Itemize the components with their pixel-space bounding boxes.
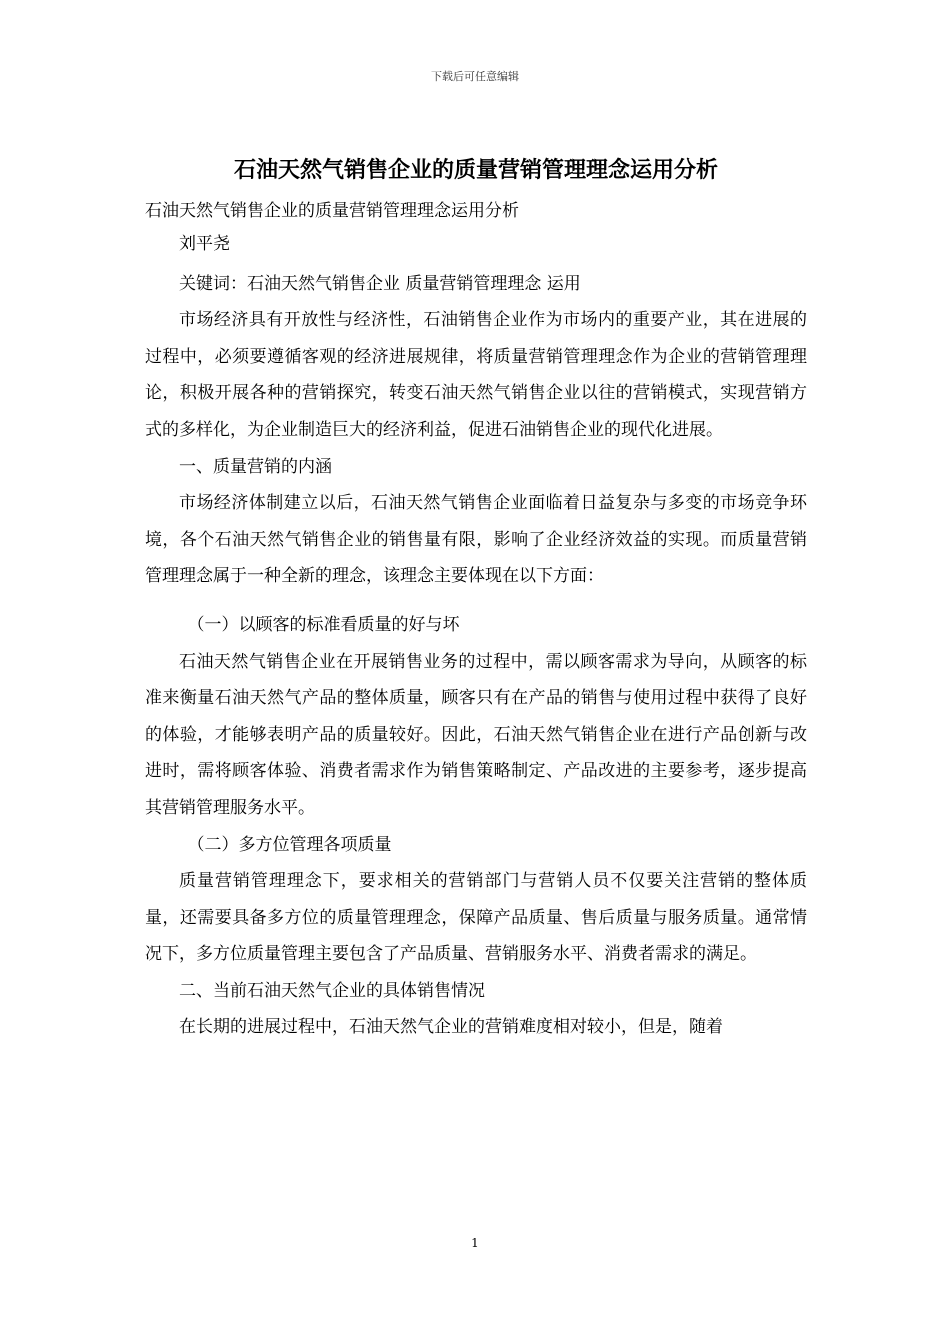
paragraph: 石油天然气销售企业在开展销售业务的过程中，需以顾客需求为导向，从顾客的标准来衡量石油天然气产品的整体质量，顾客只有在产品的销售与使用过程中获得了良好的体验，才能够表明产品的质量较好。因此，石油天然气销售企业在进行产品创新与改进时，需将顾客体验、消费者需求作为销售策略制定、产品改进的主要参考，逐步提高其营销管理服务水平。: [145, 651, 807, 818]
section-heading: 二、当前石油天然气企业的具体销售情况: [179, 980, 485, 1001]
page-number: 1: [471, 1236, 479, 1250]
page-header-note: 下载后可任意编辑: [431, 70, 519, 83]
keywords: 关键词：石油天然气销售企业 质量营销管理理念 运用: [179, 273, 581, 294]
author: 刘平尧: [179, 234, 230, 254]
document-body: [145, 150, 807, 1046]
document-subtitle: 石油天然气销售企业的质量营销管理理念运用分析: [145, 201, 519, 221]
paragraph: 在长期的进展过程中，石油天然气企业的营销难度相对较小，但是，随着: [179, 1017, 723, 1038]
paragraph: 质量营销管理理念下，要求相关的营销部门与营销人员不仅要关注营销的整体质量，还需要具备多方位的质量管理理念，保障产品质量、售后质量与服务质量。通常情况下，多方位质量管理主要包含了产品质量、营销服务水平、消费者需求的满足。: [145, 871, 807, 965]
subsection-heading: （一）以顾客的标准看质量的好与坏: [187, 614, 460, 635]
section-heading: 一、质量营销的内涵: [179, 456, 332, 477]
subsection-heading: （二）多方位管理各项质量: [187, 834, 392, 855]
paragraph: 市场经济体制建立以后，石油天然气销售企业面临着日益复杂与多变的市场竞争环境，各个石油天然气销售企业的销售量有限，影响了企业经济效益的实现。而质量营销管理理念属于一种全新的理念，该理念主要体现在以下方面：: [145, 493, 807, 587]
document-title: 石油天然气销售企业的质量营销管理理念运用分析: [233, 157, 718, 183]
paragraph: 市场经济具有开放性与经济性，石油销售企业作为市场内的重要产业，其在进展的过程中，必须要遵循客观的经济进展规律，将质量营销管理理念作为企业的营销管理理论，积极开展各种的营销探究，转变石油天然气销售企业以往的营销模式，实现营销方式的多样化，为企业制造巨大的经济利益，促进石油销售企业的现代化进展。: [145, 310, 807, 440]
